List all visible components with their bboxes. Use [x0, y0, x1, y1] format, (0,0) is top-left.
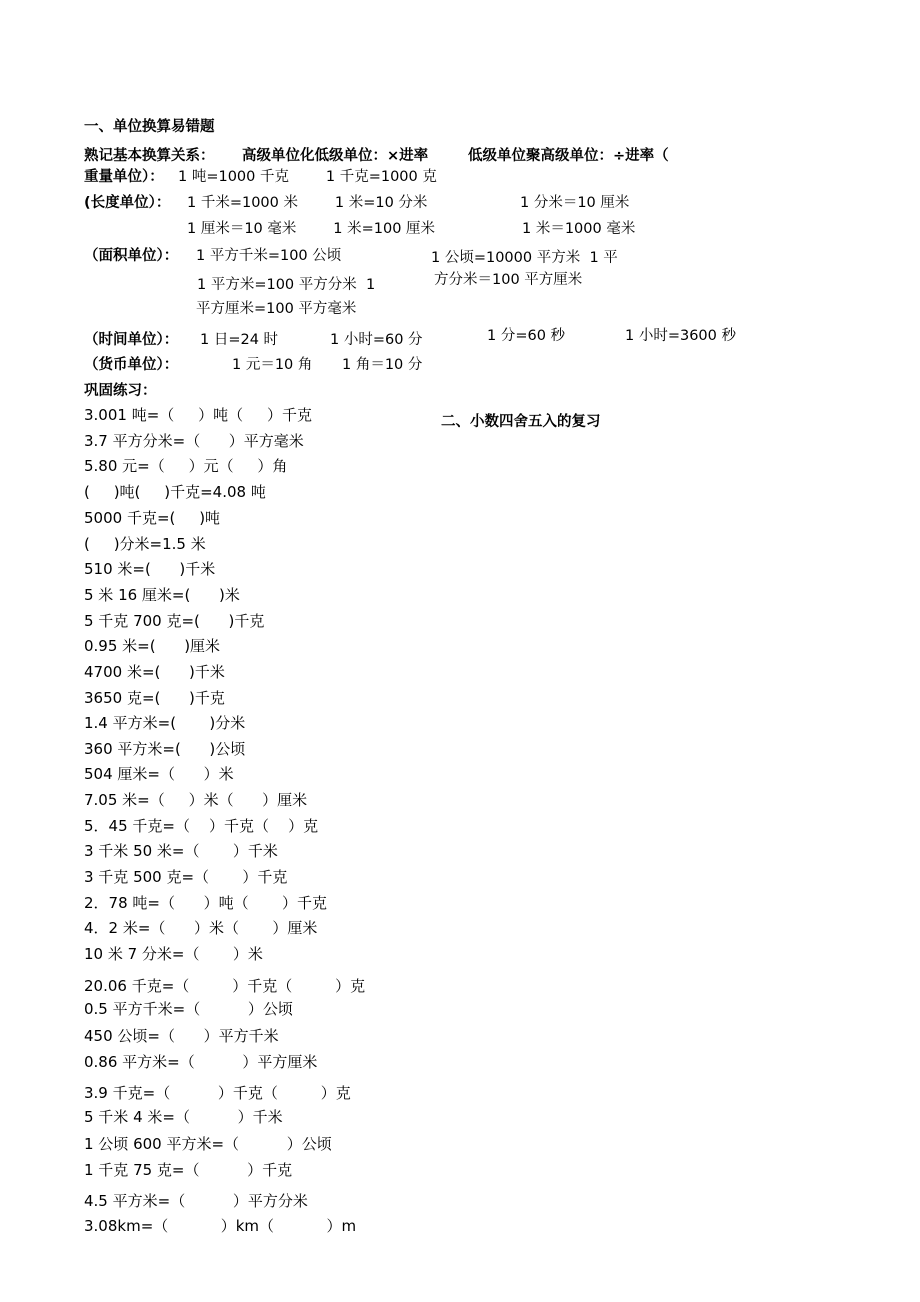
exercise-item: 3.9 千克=（ ）千克（ ）克: [84, 1084, 351, 1102]
length-row-2-c: 1 米＝1000 毫米: [522, 221, 636, 237]
money-label: （货币单位）：: [84, 357, 179, 373]
length-row-1: 1 千米=1000 米 1 米=10 分米: [187, 195, 428, 211]
time-a: 1 日=24 时: [200, 332, 279, 348]
low-to-high-rule: 低级单位聚高级单位：÷进率（: [468, 148, 669, 164]
exercise-item: 0.5 平方千米=（ ）公顷: [84, 1000, 293, 1018]
exercise-item: 0.95 米=( )厘米: [84, 637, 221, 655]
length-row-2: 1 厘米＝10 毫米 1 米=100 厘米: [187, 221, 436, 237]
exercise-item: 3.08km=（ ）km（ ）m: [84, 1217, 357, 1235]
exercise-item: 504 厘米=（ ）米: [84, 765, 234, 783]
area-b-line1: 1 公顷=10000 平方米 1 平: [431, 250, 618, 266]
exercise-item: 1 千克 75 克=（ ）千克: [84, 1161, 293, 1179]
exercise-item: 0.86 平方米=（ ）平方厘米: [84, 1053, 318, 1071]
exercise-item: 360 平方米=( )公顷: [84, 740, 246, 758]
time-label: （时间单位）：: [84, 332, 179, 348]
exercise-item: 5 千克 700 克=( )千克: [84, 612, 265, 630]
exercise-item: 7.05 米=（ ）米（ ）厘米: [84, 791, 308, 809]
area-label: （面积单位）：: [84, 248, 179, 264]
area-c-line1: 1 平方米=100 平方分米 1: [197, 277, 376, 293]
money-b: 1 角＝10 分: [342, 357, 423, 373]
exercise-item: 5 千米 4 米=（ ）千米: [84, 1108, 283, 1126]
time-c: 1 分=60 秒: [487, 328, 566, 344]
exercise-item: 4．2 米=（ ）米（ ）厘米: [84, 919, 318, 937]
exercise-item: 3 千米 50 米=（ ）千米: [84, 842, 278, 860]
high-to-low-rule: 高级单位化低级单位：×进率: [242, 148, 429, 164]
weight-values: 1 吨=1000 千克 1 千克=1000 克: [178, 169, 437, 185]
practice-title: 巩固练习：: [84, 383, 157, 399]
exercise-item: 3650 克=( )千克: [84, 689, 225, 707]
area-a: 1 平方千米=100 公顷: [196, 248, 342, 264]
length-label: (长度单位）：: [84, 195, 171, 211]
exercise-item: 3.001 吨=（ ）吨（ ）千克: [84, 406, 312, 424]
exercise-item: 2．78 吨=（ ）吨（ ）千克: [84, 894, 327, 912]
exercise-item: 10 米 7 分米=（ ）米: [84, 945, 263, 963]
area-c-line2: 平方厘米=100 平方毫米: [196, 301, 357, 317]
exercise-item: 4.5 平方米=（ ）平方分米: [84, 1192, 308, 1210]
exercise-item: ( )吨( )千克=4.08 吨: [84, 483, 266, 501]
exercise-item: 5 米 16 厘米=( )米: [84, 586, 240, 604]
exercise-item: 450 公顷=（ ）平方千米: [84, 1027, 279, 1045]
exercise-item: 20.06 千克=（ ）千克（ ）克: [84, 977, 366, 995]
exercise-item: 1 公顷 600 平方米=（ ）公顷: [84, 1135, 332, 1153]
section1-title: 一、单位换算易错题: [84, 119, 215, 135]
exercise-item: 510 米=( )千米: [84, 560, 216, 578]
time-b: 1 小时=60 分: [330, 332, 423, 348]
exercise-item: 5.80 元=（ ）元（ ）角: [84, 457, 288, 475]
weight-label: 重量单位）：: [84, 169, 164, 185]
length-row-1-c: 1 分米＝10 厘米: [520, 195, 630, 211]
exercise-item: 4700 米=( )千米: [84, 663, 225, 681]
relations-intro: 熟记基本换算关系：: [84, 148, 215, 164]
section2-title: 二、小数四舍五入的复习: [441, 414, 601, 430]
area-b-line2: 方分米＝100 平方厘米: [434, 272, 583, 288]
exercise-item: 1.4 平方米=( )分米: [84, 714, 246, 732]
exercise-item: 3 千克 500 克=（ ）千克: [84, 868, 288, 886]
exercise-item: 5000 千克=( )吨: [84, 509, 221, 527]
time-d: 1 小时=3600 秒: [625, 328, 736, 344]
exercise-item: ( )分米=1.5 米: [84, 535, 206, 553]
exercise-item: 3.7 平方分米=（ ）平方毫米: [84, 432, 304, 450]
exercise-item: 5．45 千克=（ ）千克（ ）克: [84, 817, 319, 835]
money-a: 1 元＝10 角: [232, 357, 313, 373]
